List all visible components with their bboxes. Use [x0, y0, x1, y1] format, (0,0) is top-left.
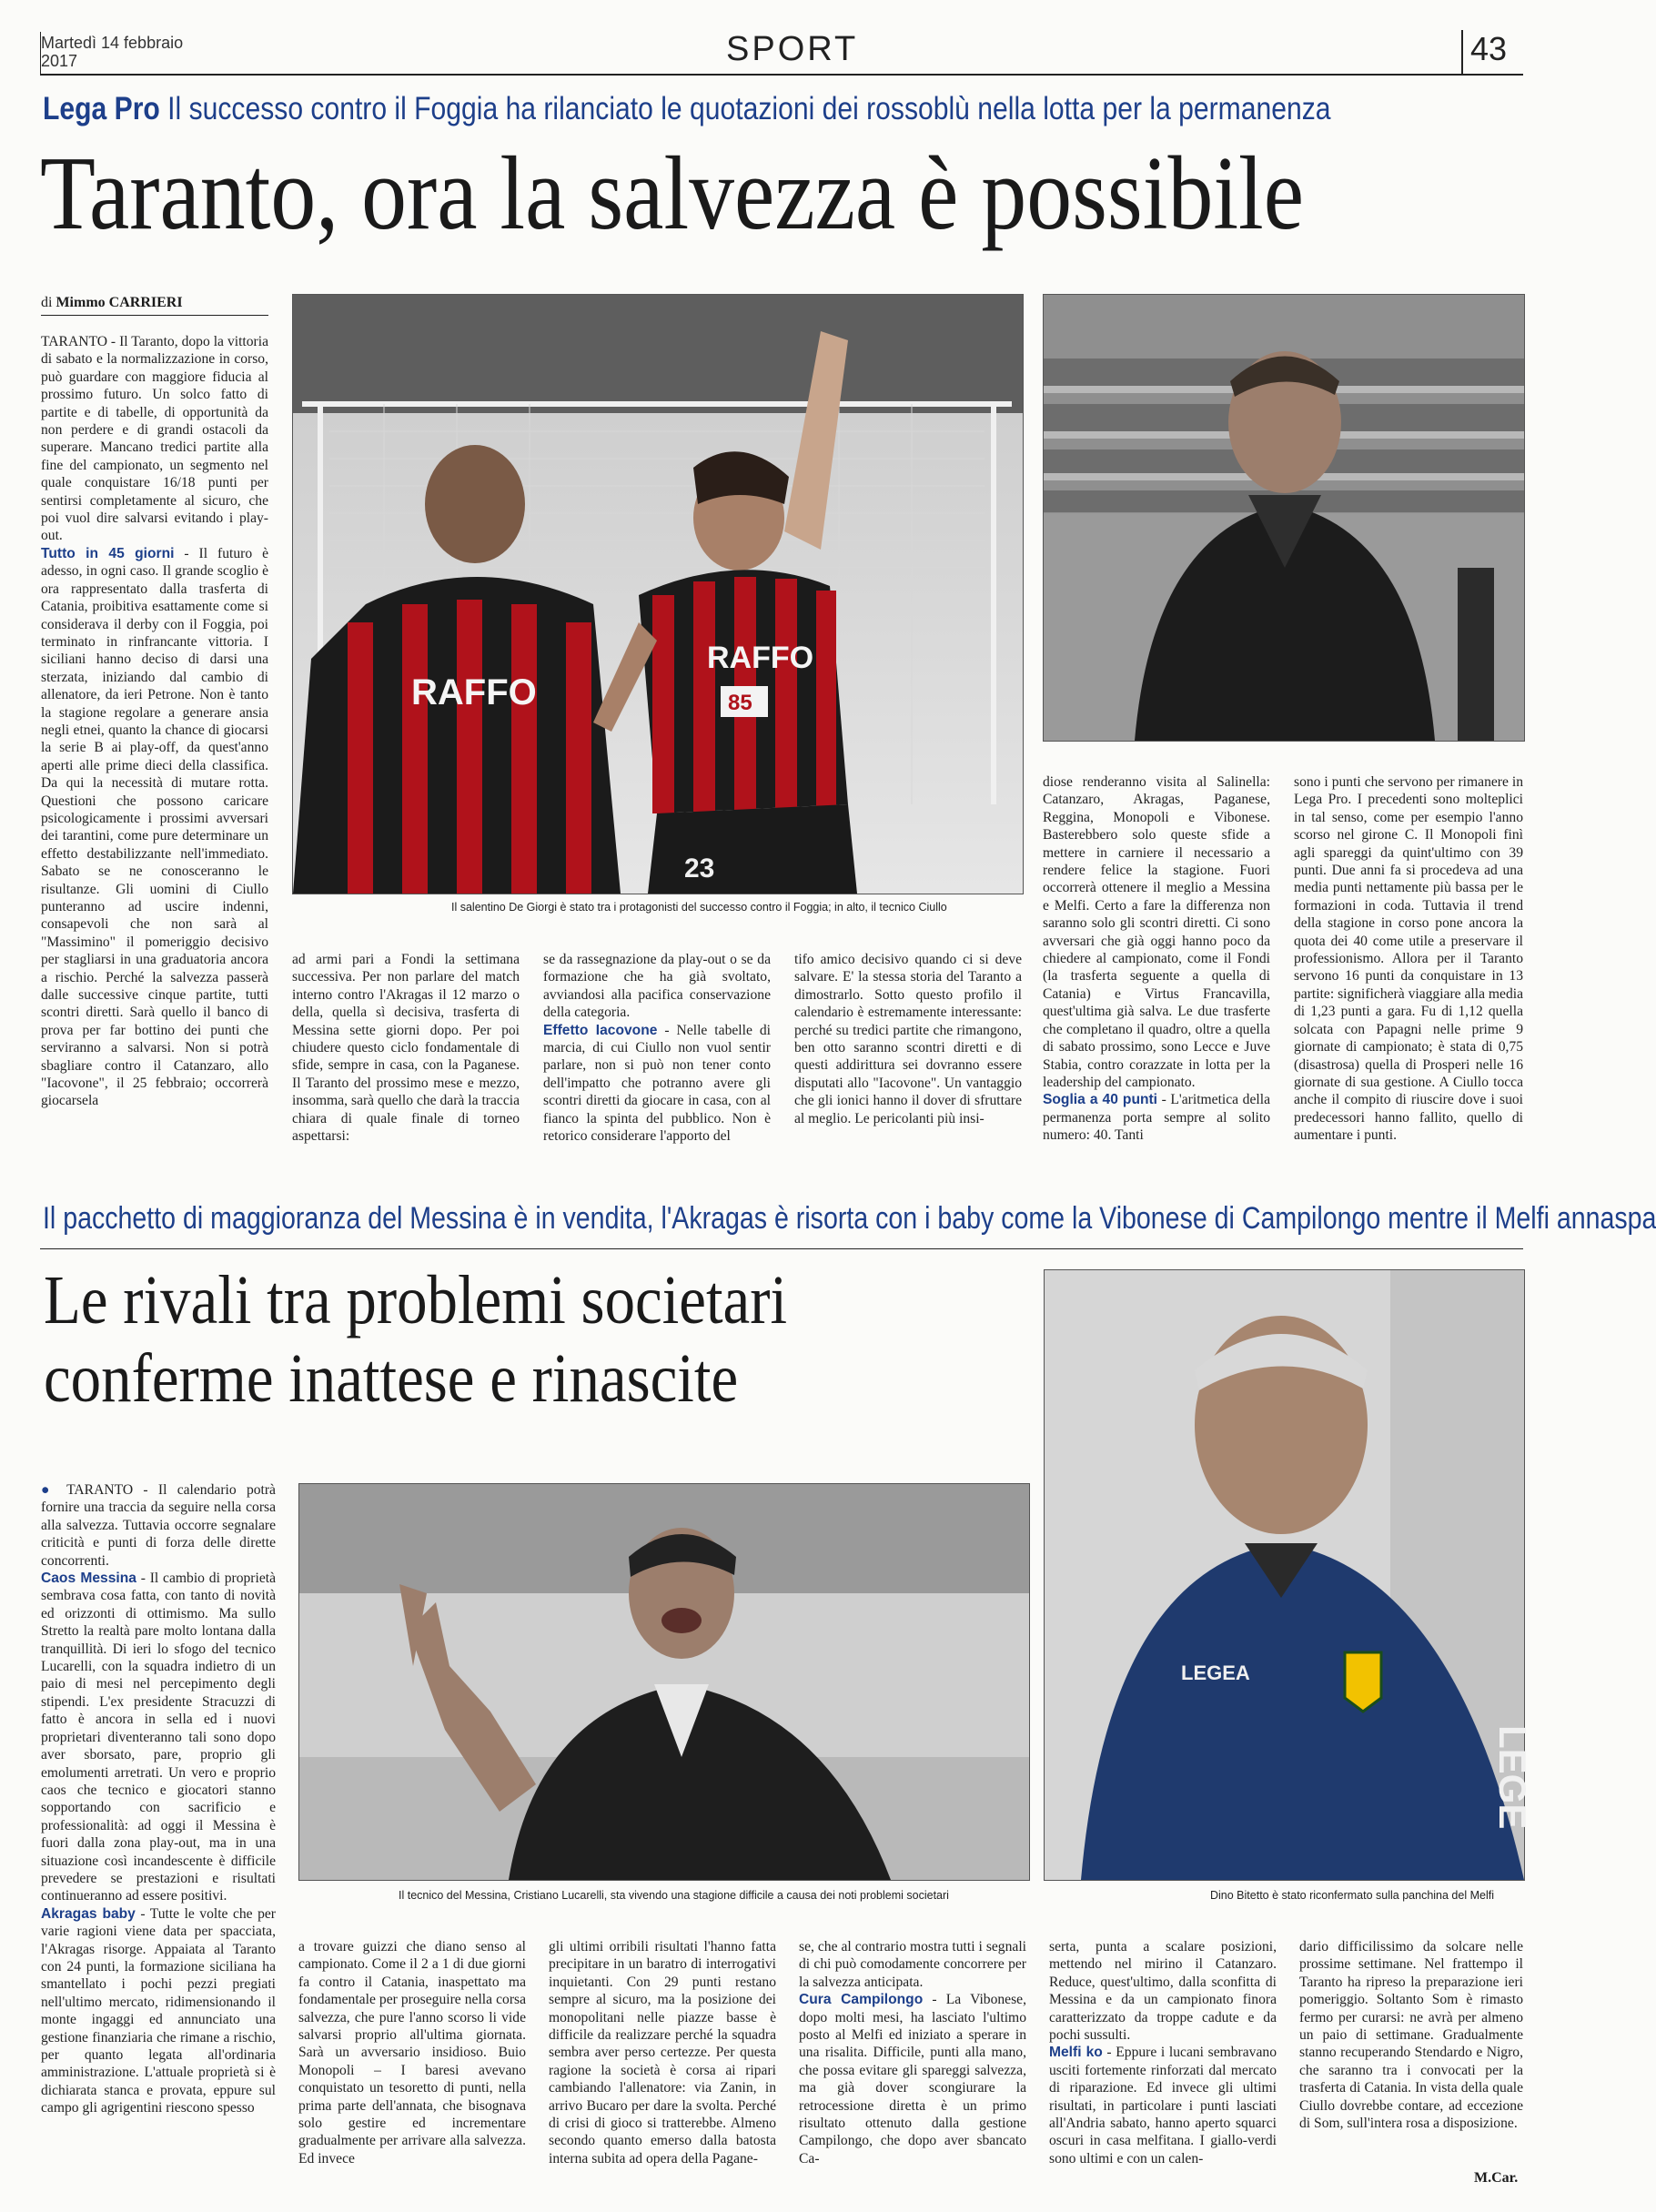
article2-col1-p1: TARANTO - Il calendario potrà fornire una traccia da seguire nella corsa alla salvezza. Tuttavia occorre segnalare criticità e punti di forza delle dirette concorrenti. — [41, 1482, 276, 1569]
byline — [41, 295, 183, 311]
article2-col1-p2: - Il cambio di proprietà sembrava cosa fatta, con tanto di novità ed orizzonti di ottimismo. Ma sullo Stretto la realtà pare molto lontana dalla tranquillità. Di ieri lo sfogo del tecnico Lucarelli, con la squadra indietro di un paio di mesi nel percepimento degli stipendi. L'ex presidente Stracuzzi di fatto è ancora in sella ed i nuovi proprietari diventeranno tali sono dopo aver sborsato, pare, proprio gli emolumenti arretrati. Un vero e proprio caos che tecnico e giocatori stanno sopportando con sacrificio e professionalità: ad oggi il Messina è fuori dalla zona play-out, ma in una situazione così incandescente è difficile prevedere se prestazioni e risultati continueranno ad essere positivi. — [41, 1571, 276, 1904]
headline-line-2: conferme inattese e rinascite — [44, 1340, 739, 1417]
article2-col3-text: gli ultimi orribili risultati l'hanno fatta precipitare in un baratro di interrogativi inquietanti. Con 29 punti restano sempre al sicuro, ma la posizione dei monopolitani nelle piazze basse è difficile da realizzare perché la squadra sembra aver perso certezze. Per questa ragione la società è corsa ai ripari cambiando l'allenatore: via Zanin, in arrivo Bucaro per dare la svolta. Perché di crisi di gioco si tratterebbe. Almeno secondo quanto emerso dalla batosta interna subita ad opera della Pagane- — [549, 1939, 776, 2167]
article1-col5-text: diose renderanno visita al Salinella: Catanzaro, Akragas, Paganese, Reggina, Monopoli e Vibonese. Basterebbero solo queste sfide a mettere in carniere il necessario a rendere felice la stagione. Fuori occorrerà ottenere il meglio a Messina e Melfi. Certo a fare la differenza non saranno solo gli scontri diretti. Ci sono avversari che già oggi hanno poco da chiedere al campionato, come il Fondi (la trasferta seguente a quella di Catania) e Virtus Francavilla, quest'ultima già salva. Le due trasferte che completano il quadro, oltre a quella di sabato prossimo, sono Lecce e Juve Stabia, contro corazzate in lotta per la leadership del campionato. — [1043, 774, 1270, 1090]
article2-column-6 — [1299, 1938, 1523, 2166]
article1-column-1 — [41, 333, 268, 1183]
article2-photo-caption-left: Il tecnico del Messina, Cristiano Lucarelli, sta vivendo una stagione difficile a causa dei noti problemi societari — [399, 1889, 949, 1902]
article2-column-1 — [41, 1481, 276, 2187]
subheading-tutto-in-45-giorni: Tutto in 45 giorni — [41, 545, 175, 561]
byline-rule — [41, 315, 268, 316]
article2-headline — [44, 1261, 787, 1418]
article1-column-5 — [1043, 773, 1270, 1178]
photo-de-giorgi-celebration — [292, 294, 1024, 894]
section-title: SPORT — [726, 30, 859, 68]
article1-col5-p2: - L'aritmetica della permanenza porta sempre al solito numero: 40. Tanti — [1043, 1092, 1270, 1144]
jersey-number: 85 — [728, 691, 752, 715]
article2-photo-caption-right: Dino Bitetto è stato riconfermato sulla panchina del Melfi — [1210, 1889, 1494, 1902]
shirt-letters-text: LEGE — [1491, 1725, 1534, 1830]
kicker-label: Lega Pro — [43, 91, 160, 126]
article2-col5-p2: - Eppure i lucani sembravano usciti fortemente rinforzati dal mercato di riparazione. Ed invece gli ultimi risultati, in particolare i punti lasciati all'Andria sabato, hanno aperto squarci oscuri in casa melfitana. I giallo-verdi sono ultimi e con un calen- — [1049, 2045, 1277, 2167]
article2-top-rule — [40, 1248, 1523, 1249]
article2-col2-text: a trovare guizzi che diano senso al campionato. Come il 2 a 1 di due giorni fa contro il Catania, inaspettato ma fondamentale per proseguire nella corsa salvezza, che pure l'anno scorso li vide salvarsi proprio all'ultima giornata. Sarà un avversario insidioso. Buio Monopoli – I baresi avevano conquistato un tesoretto di punti, nella prima parte dell'annata, che bisognava solo gestire ed incrementare gradualmente per arrivare alla salvezza. Ed invece — [298, 1939, 526, 2167]
article2-col1-p3: - Tutte le volte che per varie ragioni viene data per spacciata, l'Akragas risorge. Appaiata al Taranto con 24 punti, la formazione siciliana ha smantellato i pochi pezzi pregiati nell'ultimo mercato, ridimensionando il monte ingaggi ed annunciato una gestione finanziaria che rimane a rischio, per quanto legata all'ordinaria amministrazione. L'attuale proprietà si è dichiarata stanca e provata, eppure sul campo gli agrigentini riescono spesso — [41, 1905, 276, 2116]
article2-col6-text: dario difficilissimo da solcare nelle prossime settimane. Nel frattempo il Taranto ha ripreso la preparazione ieri pomeriggio. Soltanto Som è rimasto fermo per curarsi: ne avrà per almeno un paio di settimane. Gradualmente stanno recuperando Stendardo e Nigro, che saranno tra i convocati per la trasferta di Catania. In vista della quale Ciullo dovrebbe contare, ad eccezione di Som, sull'intera rosa a disposizione. — [1299, 1939, 1523, 2132]
article1-col1-p2: - Il futuro è adesso, in ogni caso. Il grande scoglio è ora rappresentato dalla trasferta di Catania, proibitiva esattamente come si considerava il derby con il Foggia, poi terminato in rinfrancante vittoria. I siciliani hanno deciso di darsi una sterzata, iniziando dal cambio di allenatore, da ieri Petrone. Non è tanto la stagione regolare a generare ansia negli etnei, quanto la chance di giocarsi la serie B ai play-off, da quest'anno aperti alle prime dieci della classifica. Da qui la necessità di mutare rotta. Questioni che possono caricare psicologicamente i prossimi avversari dei tarantini, come pure determinare un effetto destabilizzante nell'immediato. Sabato se ne conosceranno le risultanze. Gli uomini di Ciullo punteranno ad uscire indenni, consapevoli che non sarà al "Massimino" il pomeriggio decisivo per stagliarsi in una graduatoria ancora a rischio. Perché la salvezza passerà dalle successive cinque partite, tutti scontri diretti. Sarà quello il banco di prova per far bottino dei punti che serviranno a salvarsi. Non si potrà sbagliare contro il Catanzaro, allo "Iacovone", il 25 febbraio; occorrerà giocarsela — [41, 545, 268, 1109]
sponsor-text-2: RAFFO — [707, 641, 814, 675]
article2-col5-p1: serta, punta a scalare posizioni, mettendo nel mirino il Catanzaro. Reduce, quest'ultimo, dalla sconfitta di Messina e da un campionato finora caratterizzato da troppe cadute e da pochi sussulti. — [1049, 1939, 1277, 2044]
article1-column-4 — [794, 951, 1022, 1178]
date-line — [41, 34, 183, 70]
coach-brand-text: LEGEA — [1181, 1662, 1250, 1684]
photo-coach-bitetto — [1044, 1269, 1534, 1881]
date-text: Martedì 14 febbraio — [41, 34, 184, 52]
subheading-akragas-baby: Akragas baby — [41, 1905, 136, 1922]
article1-column-6 — [1294, 773, 1523, 1178]
article2-kicker: Il pacchetto di maggioranza del Messina è in vendita, l'Akragas è risorta con i baby come la Vibonese di Campilongo mentre il Melfi annaspa — [43, 1201, 1656, 1236]
shorts-number: 23 — [684, 853, 715, 884]
article2-column-5 — [1049, 1938, 1277, 2184]
article1-headline: Taranto, ora la salvezza è possibile — [40, 136, 1305, 252]
article1-column-3 — [543, 951, 771, 1178]
article1-column-2 — [292, 951, 520, 1178]
subheading-cura-campilongo: Cura Campilongo — [799, 1992, 924, 2008]
article1-col6-text: sono i punti che servono per rimanere in Lega Pro. I precedenti sono molteplici in tal senso, come per esempio l'anno scorso nel girone C. Il Monopoli finì agli spareggi da quint'ultimo con 39 punti. Due anni fa si procedeva ad una media punti nettamente più bassa per le formazioni in coda. Tuttavia il trend della stagione in corso pone ancora la quota dei 40 come utile a preservare il professionismo. Allora per il Taranto servono 16 punti da conquistare in 13 partite: significherà viaggiare alla media di 1,23 punti a gara. Fu di 1,12 quella solcata con Papagni nelle prime 9 giornate di campionato; è stata di 0,75 (disastrosa) quella di Prosperi nelle 16 giornate di sua gestione. A Ciullo tocca anche il compito di riuscire dove i suoi predecessori hanno fallito, quello di aumentare i punti. — [1294, 774, 1523, 1144]
subheading-melfi-ko: Melfi ko — [1049, 2045, 1103, 2061]
article1-col4-text: tifo amico decisivo quando ci si deve salvare. E' la stessa storia del Taranto a dimostrarlo. Sotto questo profilo il calendario è estremamente interessante: perché su tredici partite che rimangono, ben otto saranno scontri diretti e di questi addirittura sei dovranno essere disputati allo "Iacovone". Un vantaggio che gli ionici hanno il dover di sfruttare al meglio. Le pericolanti più insi- — [794, 952, 1022, 1126]
subheading-soglia-a-40-punti: Soglia a 40 punti — [1043, 1092, 1158, 1108]
sponsor-text: RAFFO — [411, 672, 537, 712]
article2-col4-p1: se, che al contrario mostra tutti i segnali di chi può comodamente concorrere per la salvezza anticipata. — [799, 1939, 1026, 1990]
headline-line-1: Le rivali tra problemi societari — [44, 1262, 788, 1338]
article2-col4-p2: - La Vibonese, dopo molti mesi, ha lasciato l'ultimo posto al Melfi ed iniziato a sperare in una risalita. Difficile, punti alla mano, che possa evitare gli spareggi salvezza, ma già dover scongiurare la retrocessione diretta è un primo risultato ottenuto dalla gestione Campilongo, che dopo aver sbancato Ca- — [799, 1992, 1026, 2167]
masthead-right-tick — [1461, 30, 1463, 74]
byline-name: Mimmo CARRIERI — [56, 295, 183, 310]
bullet-icon: ● — [41, 1482, 67, 1498]
kicker-text: Il successo contro il Foggia ha rilanciato le quotazioni dei rossoblù nella lotta per la permanenza — [167, 91, 1331, 126]
article1-col2-text: ad armi pari a Fondi la settimana successiva. Per non parlare del match interno contro l'Akragas il 12 marzo o della, quella sì decisiva, trasferta di Messina sette giorni dopo. Per poi chiudere questo ciclo fondamentale di sfide, sempre in casa, con la Paganese. Il Taranto del prossimo mese e mezzo, insomma, sarà quello che darà la traccia chiara di quale finale di torneo aspettarsi: — [292, 952, 520, 1145]
photo-coach-lucarelli — [298, 1483, 1030, 1881]
year-text: 2017 — [41, 52, 78, 70]
article1-col3-p2: - Nelle tabelle di marcia, di cui Ciullo non vuol sentir parlare, non si può non tener conto dell'impatto che potranno avere gli scontri diretti da giocare in casa, con al fianco la spinta del pubblico. Non è retorico considerare l'apporto del — [543, 1022, 771, 1145]
page-number: 43 — [1470, 30, 1508, 67]
photo-coach-ciullo — [1043, 294, 1525, 742]
article2-column-3 — [549, 1938, 776, 2184]
article2-column-2 — [298, 1938, 526, 2184]
subheading-caos-messina: Caos Messina — [41, 1571, 136, 1587]
article1-col3-p1: se da rassegnazione da play-out o se da formazione che ha già svoltato, avviandosi alla pacifica conservazione della categoria. — [543, 952, 771, 1021]
article1-photo-caption: Il salentino De Giorgi è stato tra i protagonisti del successo contro il Foggia; in alto, il tecnico Ciullo — [451, 901, 947, 914]
article2-column-4 — [799, 1938, 1026, 2184]
masthead-left-tick — [40, 32, 41, 74]
article2-signature: M.Car. — [1474, 2170, 1519, 2186]
byline-prefix: di — [41, 295, 53, 310]
article1-kicker — [43, 91, 1331, 127]
masthead-rule — [40, 74, 1523, 76]
article1-col1-p1: TARANTO - Il Taranto, dopo la vittoria di sabato e la normalizzazione in corso, può guardare con maggiore fiducia al prossimo futuro. Un solco fatto di partite e di tabelle, di opportunità da non perdere e di grandi ostacoli da superare. Mancano tredici partite alla fine del campionato, un segmento nel quale conquistare 16/18 punti per sentirsi completamente al sicuro, che poi vuol dire salvarsi evitando i play-out. — [41, 334, 268, 544]
subheading-effetto-iacovone: Effetto Iacovone — [543, 1022, 658, 1038]
